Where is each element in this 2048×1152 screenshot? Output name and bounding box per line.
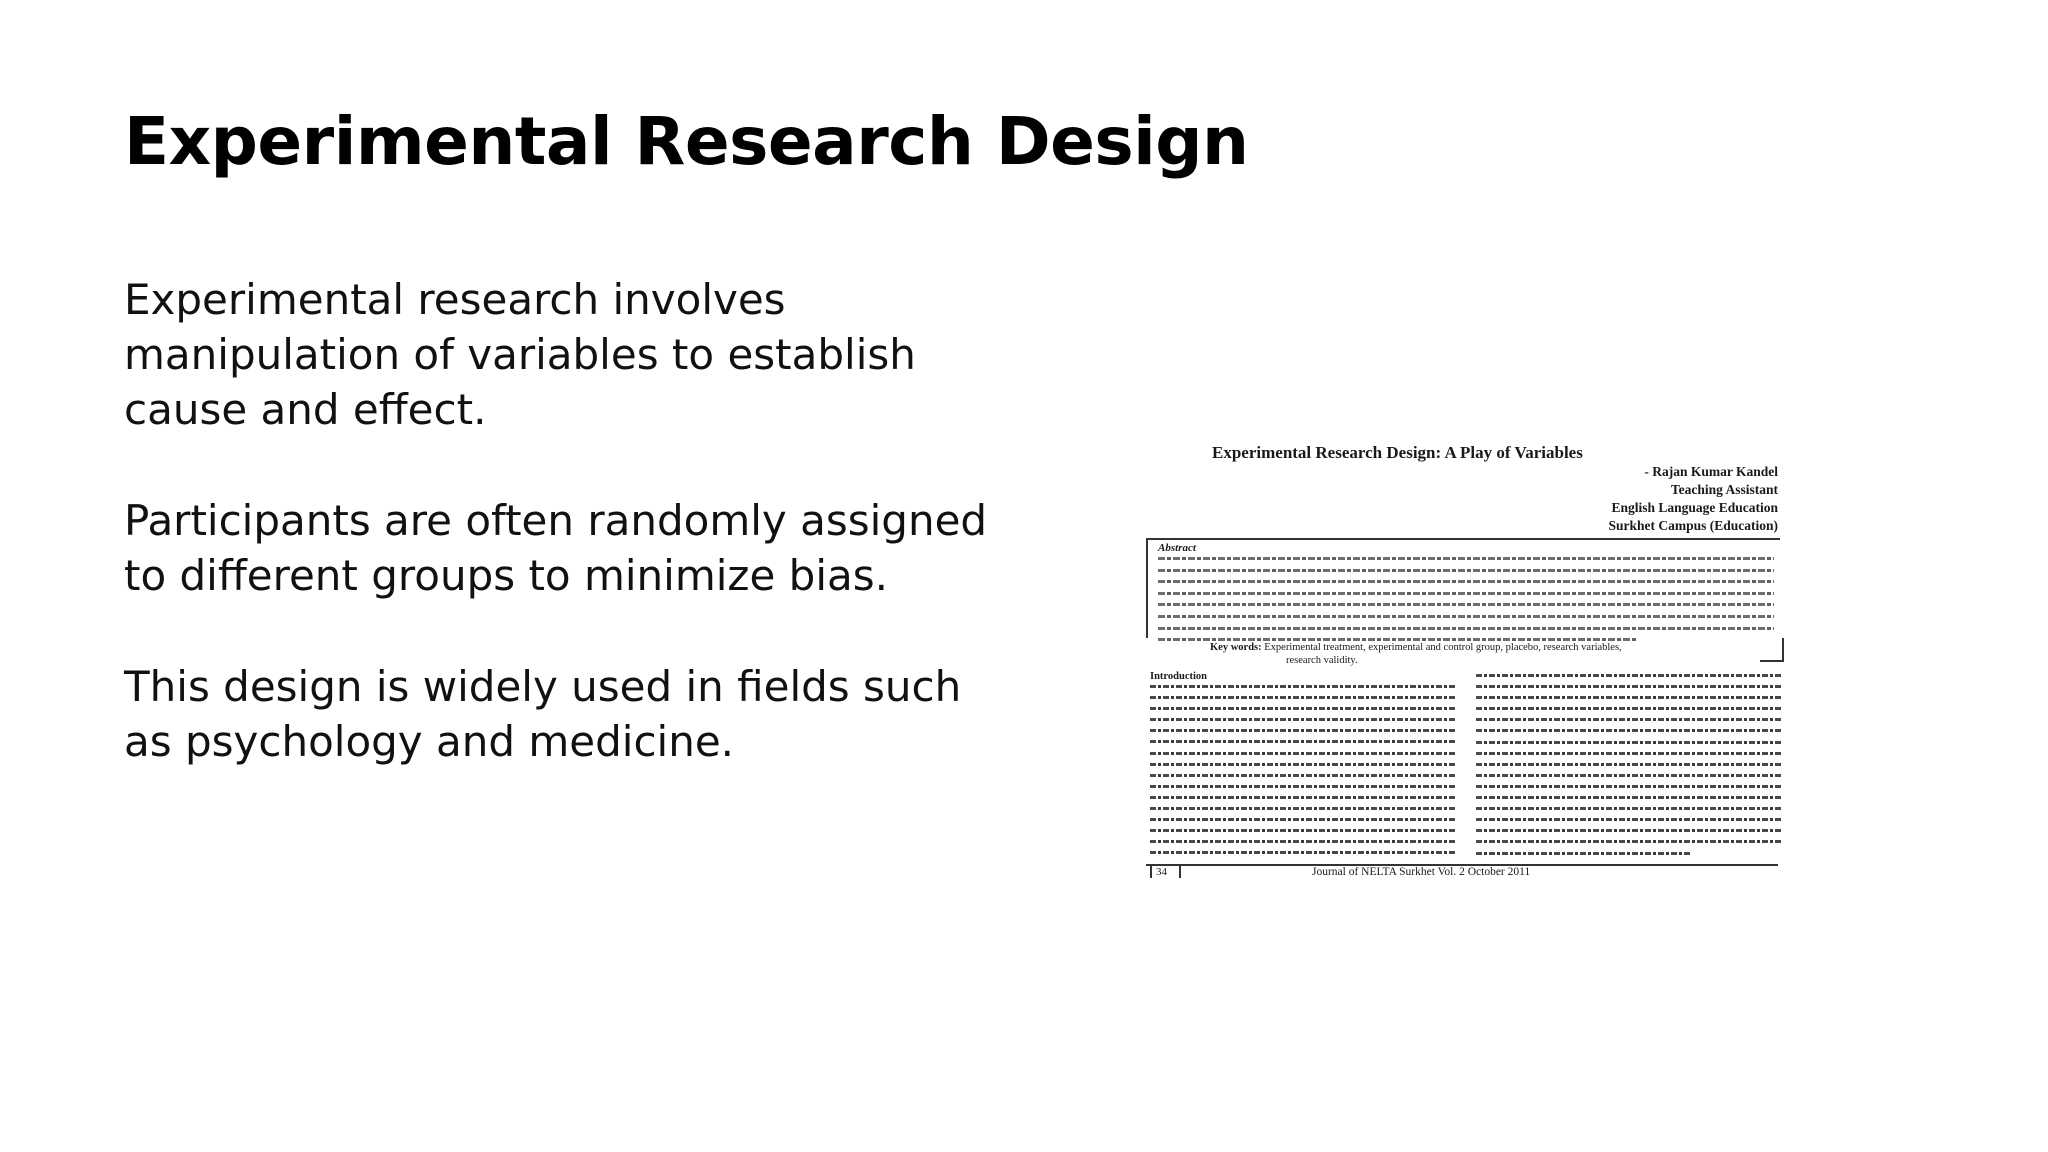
abstract-text-lines <box>1158 557 1774 650</box>
paper-author-campus: Surkhet Campus (Education) <box>1608 518 1778 533</box>
paper-abstract <box>1146 538 1780 638</box>
slide-title: Experimental Research Design <box>124 103 1249 180</box>
keywords-text: Experimental treatment, experimental and control group, placebo, research variables, <box>1264 642 1622 653</box>
paper-title: Experimental Research Design: A Play of Variables <box>1212 443 1583 462</box>
slide-body <box>124 272 1024 825</box>
intro-heading: Introduction <box>1150 671 1207 682</box>
paper-author: - Rajan Kumar Kandel <box>1644 464 1778 479</box>
paper-page-number: 34 <box>1150 866 1181 878</box>
keywords-text-cont: research validity. <box>1286 655 1358 666</box>
paper-journal: Journal of NELTA Surkhet Vol. 2 October 2011 <box>1312 866 1531 878</box>
paragraph-3: This design is widely used in fields such as psychology and medicine. <box>124 662 962 766</box>
keywords-label: Key words: <box>1210 642 1262 653</box>
abstract-label: Abstract <box>1158 542 1196 554</box>
paper-image <box>1140 438 1790 888</box>
paragraph-2: Participants are often randomly assigned to different groups to minimize bias. <box>124 496 988 600</box>
paper-keywords <box>1210 642 1622 653</box>
paper-author-dept: English Language Education <box>1611 500 1778 515</box>
paper-column-right <box>1476 674 1782 863</box>
paper-author-role: Teaching Assistant <box>1670 482 1778 497</box>
paper-column-left <box>1150 685 1456 863</box>
paragraph-1: Experimental research involves manipulation of variables to establish cause and effect. <box>124 275 916 434</box>
